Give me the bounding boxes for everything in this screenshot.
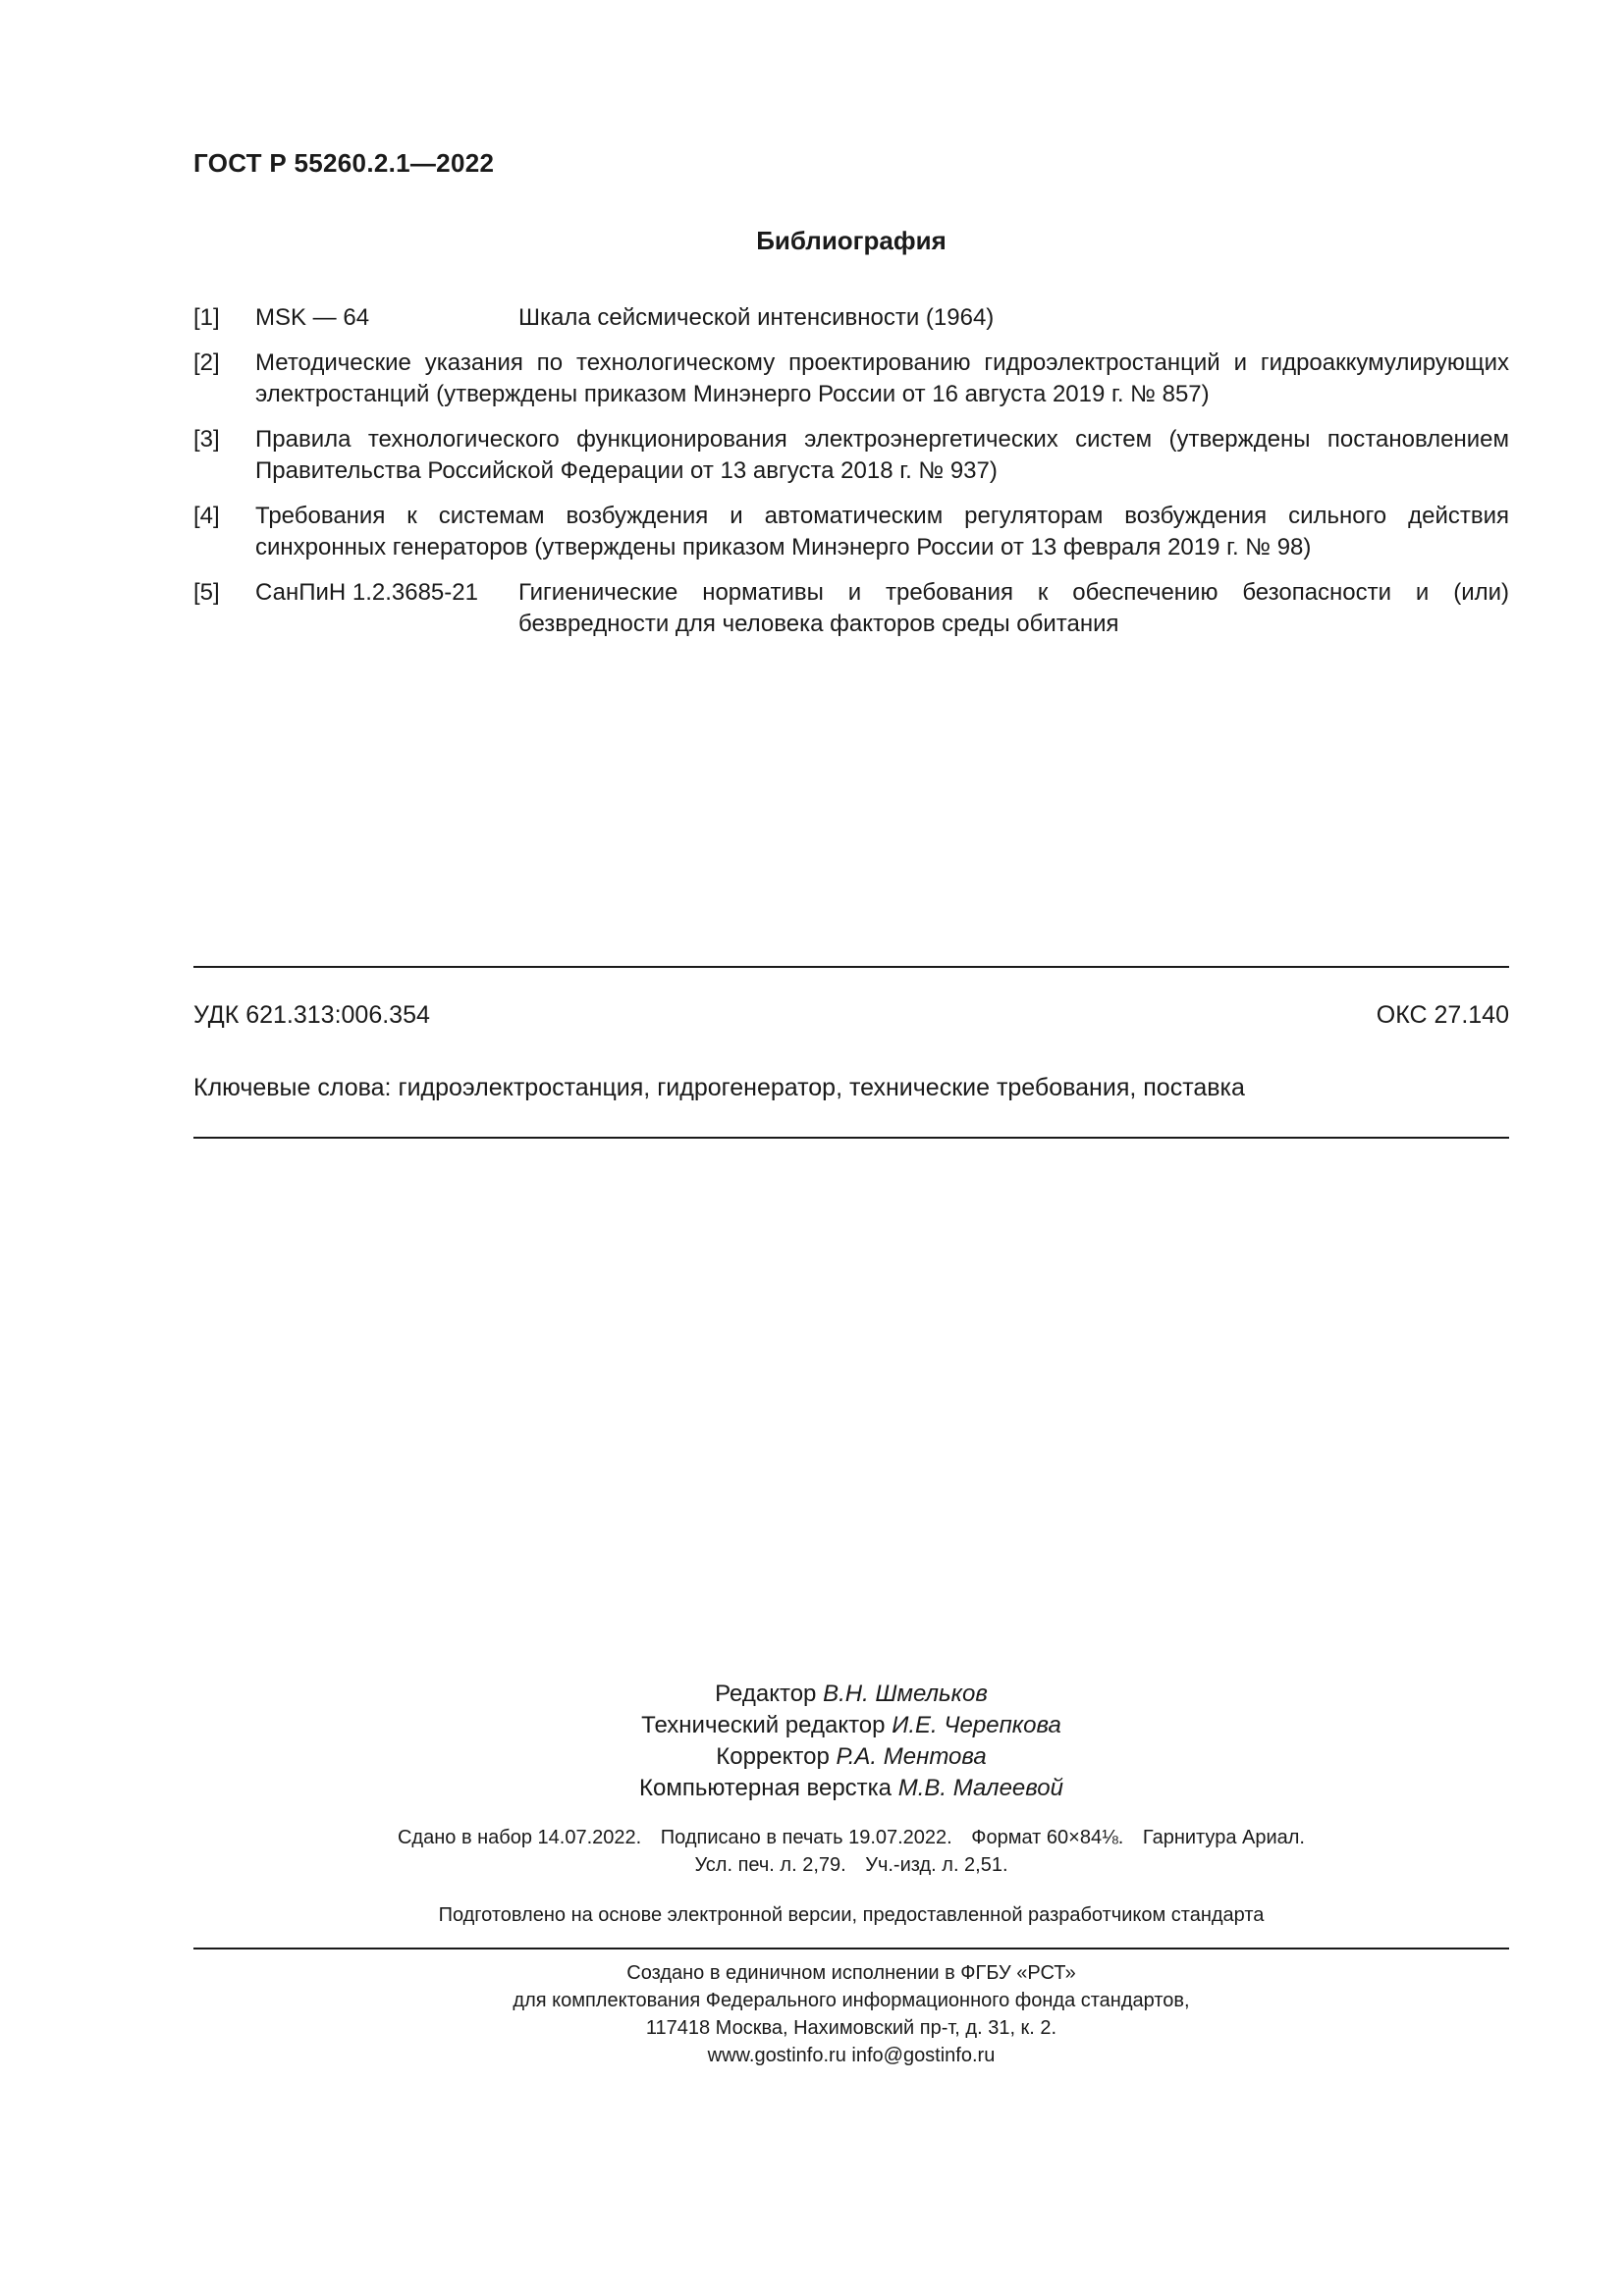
bibliography-item-code: СанПиН 1.2.3685-21 xyxy=(255,579,478,606)
publisher-line: для комплектования Федерального информационного фонда стандартов, xyxy=(513,1990,1190,2011)
bibliography-item-number: [2] xyxy=(193,349,220,376)
bibliography-item-text: Методические указания по технологическому проектированию гидроэлектростанций и гидроаккумулирующих электростанций (утверждены приказом Минэнерго России от 16 августа 2019 г. № 857) xyxy=(255,349,1509,407)
credit-label: Компьютерная верстка xyxy=(639,1775,893,1801)
bibliography-item-text: Правила технологического функционирования электроэнергетических систем (утверждены постановлением Правительства Российской Федерации от 13 августа 2018 г. № 937) xyxy=(255,426,1509,484)
bibliography-item xyxy=(193,501,1509,563)
divider-keywords xyxy=(193,1137,1509,1139)
credit-tech-editor xyxy=(193,1710,1509,1741)
bibliography-item-number: [3] xyxy=(193,426,220,453)
imprint-submitted: Сдано в набор 14.07.2022. xyxy=(397,1827,642,1848)
bibliography-title: Библиография xyxy=(756,226,947,255)
credit-proofreader xyxy=(193,1741,1509,1773)
credit-label: Технический редактор xyxy=(641,1712,886,1738)
credit-name: И.Е. Черепкова xyxy=(892,1712,1061,1738)
publisher-address: 117418 Москва, Нахимовский пр-т, д. 31, к. 2. xyxy=(645,2017,1057,2039)
oks-code: ОКС 27.140 xyxy=(1376,1001,1509,1029)
publisher-block xyxy=(193,1959,1509,2069)
bibliography-item xyxy=(193,424,1509,487)
bibliography-item-text: Шкала сейсмической интенсивности (1964) xyxy=(518,304,995,331)
bibliography-item-number: [5] xyxy=(193,579,220,606)
bibliography-item xyxy=(193,347,1509,410)
credit-name: Р.А. Ментова xyxy=(836,1743,987,1770)
bibliography-list xyxy=(193,302,1509,654)
imprint-format: Формат 60×84⅛. xyxy=(971,1827,1124,1848)
publisher-email[interactable]: info@gostinfo.ru xyxy=(851,2045,996,2066)
publisher-line: Создано в единичном исполнении в ФГБУ «РСТ» xyxy=(626,1962,1076,1984)
bibliography-item-text: Требования к системам возбуждения и автоматическим регуляторам возбуждения сильного действия синхронных генераторов (утверждены приказом Минэнерго России от 13 февраля 2019 г. № 98) xyxy=(255,503,1509,561)
imprint-block xyxy=(193,1824,1509,1879)
imprint-publ-sheets: Уч.-изд. л. 2,51. xyxy=(865,1854,1008,1876)
document-code: ГОСТ Р 55260.2.1—2022 xyxy=(193,148,495,178)
imprint-typeface: Гарнитура Ариал. xyxy=(1142,1827,1305,1848)
credit-layout xyxy=(193,1773,1509,1804)
bibliography-item-number: [1] xyxy=(193,304,220,331)
imprint-line-2 xyxy=(193,1851,1509,1879)
imprint-print-sheets: Усл. печ. л. 2,79. xyxy=(694,1854,846,1876)
bibliography-item xyxy=(193,302,1509,334)
credit-label: Корректор xyxy=(716,1743,830,1770)
divider-publisher xyxy=(193,1948,1509,1949)
credit-name: М.В. Малеевой xyxy=(897,1775,1063,1801)
keywords: Ключевые слова: гидроэлектростанция, гидрогенератор, технические требования, поставка xyxy=(193,1074,1245,1101)
bibliography-item-text: Гигиенические нормативы и требования к обеспечению безопасности и (или) безвредности для человека факторов среды обитания xyxy=(518,579,1509,637)
udk-code: УДК 621.313:006.354 xyxy=(193,1001,430,1029)
imprint-signed: Подписано в печать 19.07.2022. xyxy=(660,1827,952,1848)
bibliography-item-number: [4] xyxy=(193,503,220,529)
imprint-line-1 xyxy=(193,1824,1509,1851)
credits-block xyxy=(193,1679,1509,1804)
credit-label: Редактор xyxy=(715,1681,817,1707)
credit-editor xyxy=(193,1679,1509,1710)
credit-name: В.Н. Шмельков xyxy=(823,1681,988,1707)
bibliography-item-code: MSK — 64 xyxy=(255,304,370,331)
prepared-note: Подготовлено на основе электронной версии, предоставленной разработчиком стандарта xyxy=(438,1904,1265,1926)
publisher-website[interactable]: www.gostinfo.ru xyxy=(707,2045,846,2066)
publisher-contacts xyxy=(193,2042,1509,2069)
bibliography-item xyxy=(193,577,1509,640)
divider-top xyxy=(193,966,1509,968)
